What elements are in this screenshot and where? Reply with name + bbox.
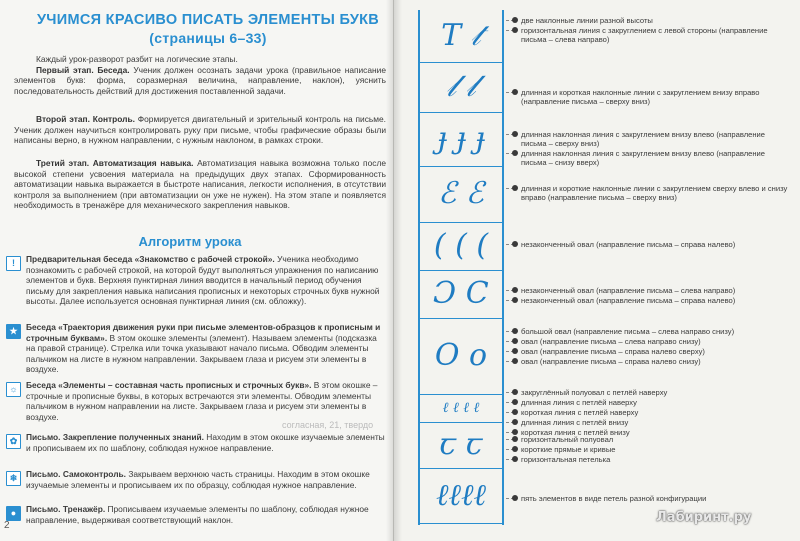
element-description: закруглённый полуовал с петлёй наверху [521, 388, 668, 397]
stage1-text: Ученик должен осознать задачи урока (правильное написание элементов букв: форма, соразмерная величина, направление, наклон), уяснить последовательность действий для достижения поставленной задачи. [14, 64, 386, 96]
intro-text: Каждый урок-разворот разбит на логические этапы. [36, 54, 238, 64]
exclamation-icon: ! [6, 256, 21, 271]
intro-paragraph [14, 54, 386, 96]
watermark-logo: Лабиринт.ру [656, 510, 752, 525]
element-sample-glyph: O o [434, 338, 488, 373]
element-description: длинная наклонная линия с закруглением внизу влево (направление письма – сверху вниз) [521, 130, 766, 149]
step-6-label: Письмо. Тренажёр. [26, 504, 106, 514]
row-divider [418, 270, 504, 271]
element-sample-glyph: ℰ ℰ [438, 176, 484, 211]
element-sample-glyph: Ɔ C [433, 276, 489, 311]
element-description: большой овал (направление письма – слева направо снизу) [521, 327, 735, 336]
step-4-label: Письмо. Закрепление полученных знаний. [26, 432, 204, 442]
element-description: овал (направление письма – справа налево сверху) [521, 347, 705, 356]
step-2-label: Беседа «Траектория движения руки при письме элементов-образцов к прописным и строчным буквам». [26, 322, 381, 343]
element-description: длинная линия с петлёй наверху [521, 398, 637, 407]
title-line-1: УЧИМСЯ КРАСИВО ПИСАТЬ ЭЛЕМЕНТЫ БУКВ [36, 12, 380, 28]
element-description: две наклонные линии разной высоты [521, 16, 653, 25]
element-sample-glyph: ɟ ɟ ɟ [437, 121, 485, 156]
element-description: пять элементов в виде петель разной конфигурации [521, 494, 707, 503]
element-description: горизонтальная петелька [521, 455, 611, 464]
element-sample-glyph: ℓℓℓℓ [436, 478, 486, 513]
element-sample-glyph: 𝓁 𝓁 [446, 69, 476, 104]
step-2-text: В этом окошке элементы (элемент). Называем элементы (подсказка на правой странице). Стрелка или точка указывают начало письма. Обводим элементы пальчиком на листе в нужном направлении. Закрываем глаза и рисуем эти элементы в воздухе. [26, 332, 377, 375]
element-description: короткая линия с петлёй внизу [521, 428, 630, 437]
flower-icon: ✿ [6, 434, 21, 449]
step-1-text: Ученика необходимо познакомить с рабочей строкой, на которой будут выполняться упражнения по написанию элементов и букв. Верхняя пунктирная линия вводится в начальный период обучения письму для закрепления навыка написания прописных и некоторых строчных букв нужной высоты. Далее используется основная пунктирная линия (см. обложку). [26, 254, 380, 307]
algorithm-step-4 [26, 432, 386, 453]
element-description: длинная и короткие наклонные линии с закруглением сверху влево и снизу вправо (направление письма – сверху вниз) [521, 184, 788, 203]
step-6-text: Прописываем изучаемые элементы по шаблону, соблюдая нужное направление, выдерживая соответствующий наклон. [26, 504, 369, 525]
bullet-icon [512, 89, 518, 95]
element-description: длинная и короткая наклонные линии с закруглением внизу вправо (направление письма – сверху вниз) [521, 88, 760, 107]
bullet-icon [512, 17, 518, 23]
stage1-label: Первый этап. Беседа. [36, 64, 130, 75]
bullet-icon [512, 131, 518, 137]
row-divider [418, 318, 504, 319]
bullet-icon [512, 389, 518, 395]
algorithm-step-3 [26, 380, 386, 422]
algorithm-step-2 [26, 322, 386, 375]
page-title [28, 11, 388, 47]
algorithm-heading: Алгоритм урока [138, 234, 242, 249]
circle-icon: ● [6, 506, 21, 521]
bullet-icon [512, 456, 518, 462]
bullet-icon [512, 348, 518, 354]
element-description: горизонтальный полуовал [521, 435, 614, 444]
step-3-label: Беседа «Элементы – составная часть прописных и строчных букв». [26, 380, 312, 390]
element-description: овал (направление письма – справа налево снизу) [521, 357, 701, 366]
step-4-text: Находим в этом окошке изучаемые элементы и прописываем их по шаблону, соблюдая нужное направление. [26, 432, 385, 453]
bullet-icon [512, 185, 518, 191]
bullet-icon [512, 287, 518, 293]
element-sample-glyph: ( ( ( [433, 228, 489, 263]
bullet-icon [512, 495, 518, 501]
row-divider [418, 112, 504, 113]
stage3-paragraph [14, 158, 386, 211]
stage3-label: Третий этап. Автоматизация навыка. [36, 158, 194, 168]
bullet-icon [512, 241, 518, 247]
bullet-icon [512, 429, 518, 435]
element-description: короткие прямые и кривые [521, 445, 616, 454]
row-divider [418, 394, 504, 395]
element-sample-glyph: ℓ ℓ ℓ ℓ [442, 400, 480, 416]
step-3-text: В этом окошке – строчные и прописные буквы, в которых встречаются эти элементы. Обводим элементы пальчиком в нужном направлении на листе. Закрываем глаза и рисуем эти элементы в воздухе. [26, 380, 378, 422]
element-description: незаконченный овал (направление письма – справа налево) [521, 240, 736, 249]
element-description: горизонтальная линия с закруглением с левой стороны (направление письма – слева направо) [521, 26, 768, 45]
step-5-label: Письмо. Самоконтроль. [26, 469, 127, 479]
stage2-label: Второй этап. Контроль. [36, 114, 135, 124]
step-1-label: Предварительная беседа «Знакомство с рабочей строкой». [26, 254, 275, 264]
row-divider [418, 166, 504, 167]
element-description: овал (направление письма – слева направо снизу) [521, 337, 701, 346]
sun-icon: ☼ [6, 382, 21, 397]
bullet-icon [512, 150, 518, 156]
bullet-icon [512, 419, 518, 425]
row-divider [418, 468, 504, 469]
algorithm-step-1 [26, 254, 386, 307]
element-description: длинная линия с петлёй внизу [521, 418, 629, 427]
element-sample-glyph: ꞇ ꞇ [439, 427, 483, 462]
writing-frame-right-rule [502, 10, 504, 525]
row-divider [418, 523, 504, 524]
row-divider [418, 62, 504, 63]
bullet-icon [512, 436, 518, 442]
title-line-2: (страницы 6–33) [149, 30, 267, 46]
element-description: незаконченный овал (направление письма – слева направо) [521, 286, 736, 295]
bullet-icon [512, 297, 518, 303]
snowflake-icon: ❄ [6, 471, 21, 486]
algorithm-step-5 [26, 469, 386, 490]
algorithm-step-6 [26, 504, 386, 525]
bullet-icon [512, 328, 518, 334]
step-5-text: Закрываем верхнюю часть страницы. Находим в этом окошке изучаемые элементы и прописываем их по образцу, соблюдая нужное направление. [26, 469, 370, 490]
row-divider [418, 222, 504, 223]
bullet-icon [512, 446, 518, 452]
writing-frame-left-rule [418, 10, 420, 525]
bullet-icon [512, 27, 518, 33]
page-number: 2 [4, 520, 10, 531]
element-description: короткая линия с петлёй наверху [521, 408, 639, 417]
stage3-text: Автоматизация навыка возможна только после высокой степени усвоения материала на предыдущих двух этапах. Сформированность автоматизации навыка выражается в быстроте написания, легкости исполнения, в отсутствии контроля за выполнением (при автоматизации он уже не нужен). На этом этапе и появляется необходимость в тренажёре для механического закрепления навыков. [14, 158, 386, 211]
bullet-icon [512, 358, 518, 364]
stage2-paragraph [14, 114, 386, 146]
element-description: длинная наклонная линия с закруглением внизу влево (направление письма – снизу вверх) [521, 149, 766, 168]
bullet-icon [512, 409, 518, 415]
book-binding-shadow [386, 0, 402, 541]
bullet-icon [512, 399, 518, 405]
bleed-through-text: согласная, 21, твердо [282, 420, 374, 430]
stage2-text: Формируется двигательный и зрительный контроль на письме. Ученик должен научиться контролировать руку при письме, чтобы графические образы были написаны верно, в нужном направлении, с нужным наклоном, в рамках строки. [14, 114, 386, 146]
element-description: незаконченный овал (направление письма – справа налево) [521, 296, 736, 305]
star-icon: ★ [6, 324, 21, 339]
element-sample-glyph: Т 𝓉 [441, 18, 481, 53]
row-divider [418, 422, 504, 423]
bullet-icon [512, 338, 518, 344]
